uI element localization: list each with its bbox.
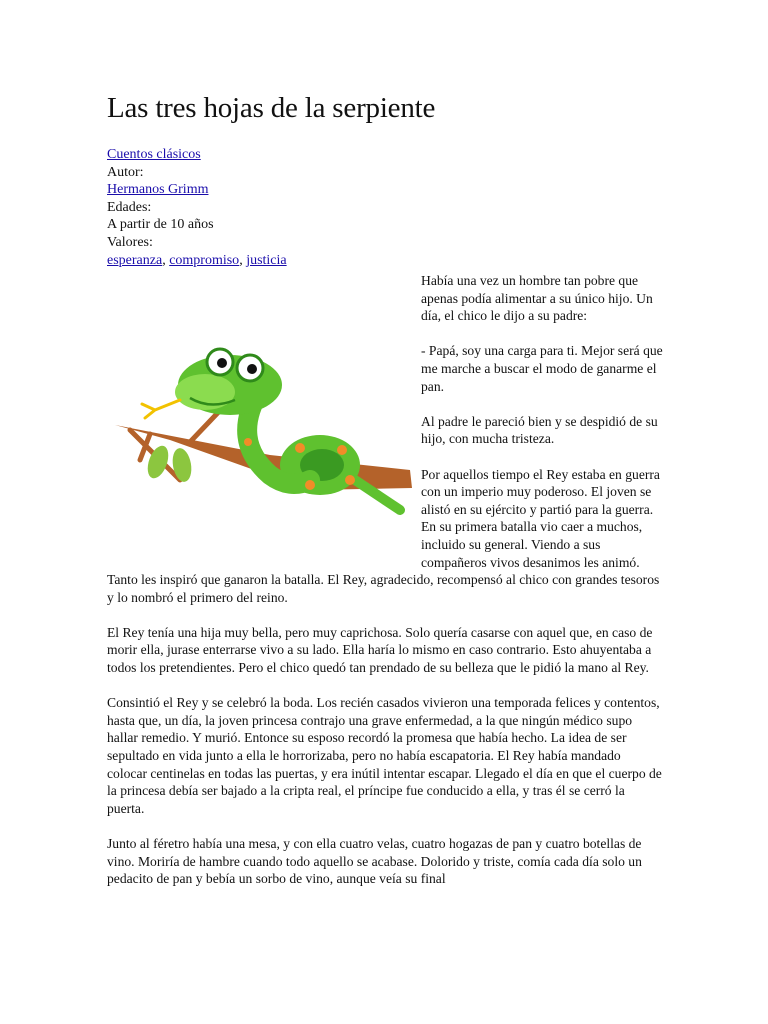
value-link-justicia[interactable]: justicia xyxy=(246,252,287,268)
values-separator: , xyxy=(162,252,170,268)
value-link-esperanza[interactable]: esperanza xyxy=(107,252,163,268)
illustration-spacer xyxy=(107,272,421,560)
values-links xyxy=(107,252,287,270)
ages-label: Edades: xyxy=(107,199,152,215)
story-paragraph: Al padre le pareció bien y se despidió de su hijo, con mucha tristeza. xyxy=(421,413,658,447)
values-label: Valores: xyxy=(107,234,153,250)
author-label: Autor: xyxy=(107,164,144,180)
story-paragraph: Junto al féretro había una mesa, y con ella cuatro velas, cuatro hogazas de pan y cuatro botellas de vino. Moriría de hambre cuando todo aquello se acabase. Dolorido y triste, comía cada día solo un pedacito de pan y bebía un sorbo de vino, aunque veía su final xyxy=(107,836,642,887)
value-link-compromiso[interactable]: compromiso xyxy=(169,252,240,268)
story-paragraph: Por aquellos tiempo el Rey estaba en guerra con un imperio muy poderoso. El joven se alistó en su ejército y partió para la guerra. En su primera batalla vio caer a muchos, incluido su general. Viendo a sus compañeros vivos desanimos les animó. Tanto les inspiró que ganaron la batalla. El Rey, agradecido, recompensó al chico con grandes tesoros y lo nombró el primero del reino. xyxy=(107,466,660,605)
story-paragraph: Había una vez un hombre tan pobre que apenas podía alimentar a su único hijo. Un día, el chico le dijo a su padre: xyxy=(421,273,653,324)
story-paragraph: - Papá, soy una carga para ti. Mejor será que me marche a buscar el modo de ganarme el pan. xyxy=(421,343,663,394)
story-paragraph: El Rey tenía una hija muy bella, pero muy caprichosa. Solo quería casarse con aquel que, en caso de morir ella, jurase enterrarse vivo a su lado. Ella haría lo mismo en caso contrario. Esto ahuyentaba a todos los pretendientes. Pero el chico quedó tan prendado de su belleza que le pidió la mano al Rey. xyxy=(107,624,653,676)
story-body xyxy=(107,272,663,905)
category-link[interactable]: Cuentos clásicos xyxy=(107,147,201,162)
page-title: Las tres hojas de la serpiente xyxy=(107,92,436,124)
story-meta xyxy=(107,146,287,269)
story-paragraph: Consintió el Rey y se celebró la boda. Los recién casados vivieron una temporada felices y contentos, hasta que, un día, la joven princesa contrajo una grave enfermedad, a la que ningún médico supo hallar remedio. Y murió. Entonce su esposo recordó la promesa que había hecho. La idea de ser sepultado en vida junto a ella le horrorizaba, pero no había escapatoria. El Rey había mandado colocar centinelas en todas las puertas, y era inútil intentar escapar. Llegado el día en que el cuerpo de la princesa debía ser bajado a la cripta real, el príncipe fue conducido a ella, y tras él se cerró la puerta. xyxy=(107,695,662,816)
author-link[interactable]: Hermanos Grimm xyxy=(107,182,209,198)
values-separator: , xyxy=(239,252,247,268)
ages-value: A partir de 10 años xyxy=(107,217,214,233)
